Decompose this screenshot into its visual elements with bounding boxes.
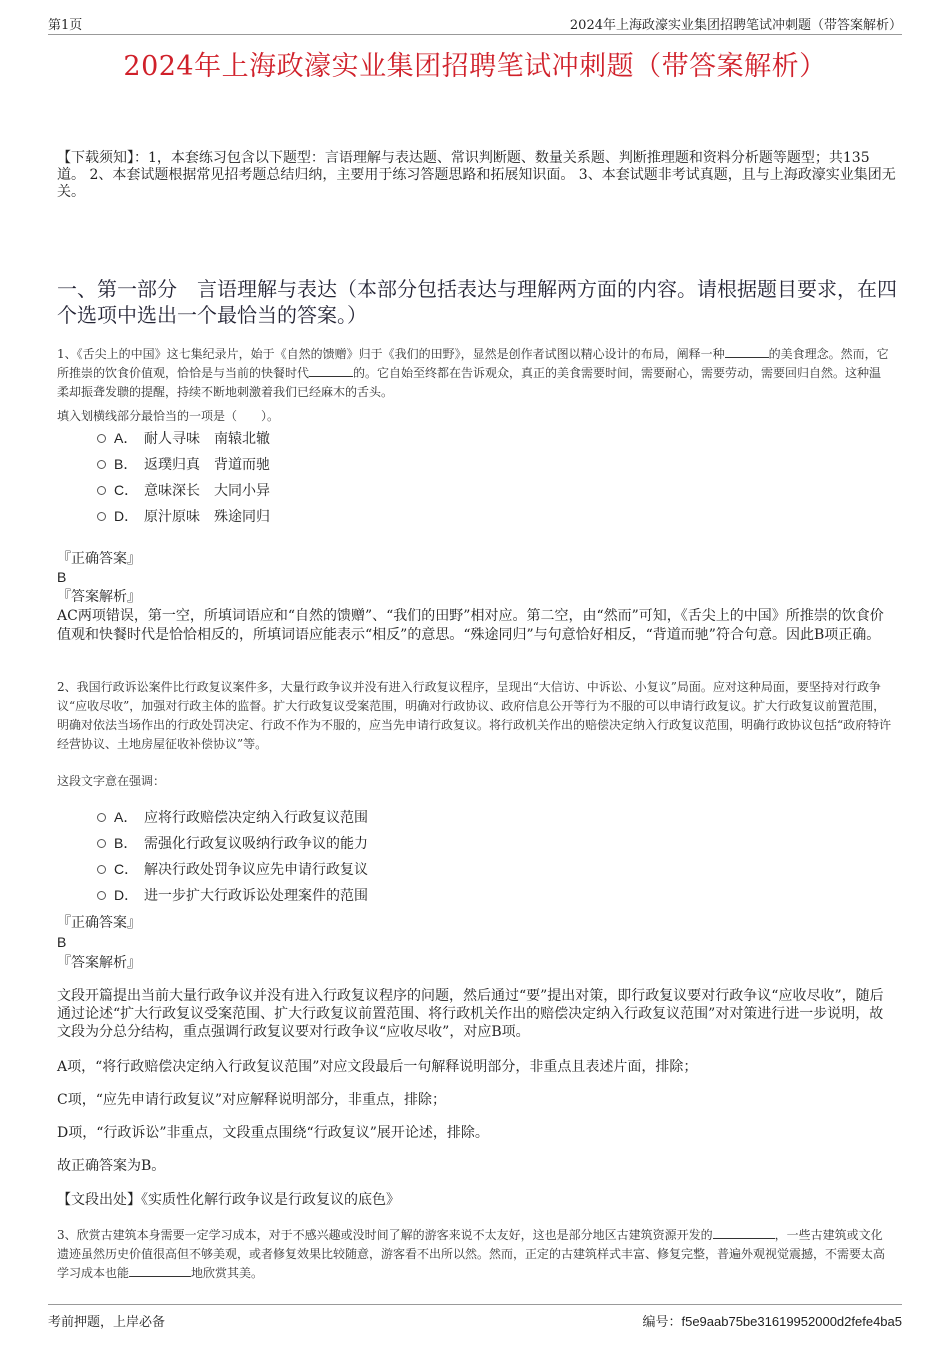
- question-2-options: [97, 804, 368, 908]
- option-c[interactable]: C． 解决行政处罚争议应先申请行政复议: [97, 856, 368, 882]
- page-footer: [48, 1304, 902, 1330]
- analysis-paragraph: C项，“应先申请行政复议”对应解释说明部分，非重点，排除；: [57, 1092, 447, 1108]
- passage-source: 【文段出处】《实质性化解行政争议是行政复议的底色》: [57, 1192, 400, 1208]
- page-title: 2024年上海政濠实业集团招聘笔试冲刺题（带答案解析）: [123, 51, 827, 82]
- question-1-stem: 1、《舌尖上的中国》这七集纪录片，始于《自然的馈赠》归于《我们的田野》，显然是创作者试图以精心设计的布局，阐释一种 的美食理念。然而，它所推崇的饮食价值观，恰恰是与当前的快餐时代 的。它自始至终都在告诉观众，真正的美食需要时间，需要耐心，需要劳动，需要回归自然。这种温柔却振聋发聩的提醒，持续不断地刺激着我们已经麻木的舌头。: [57, 347, 889, 399]
- answer-analysis: AC两项错误，第一空，所填词语应和“自然的馈赠”、“我们的田野”相对应。第二空，由“然而”可知，《舌尖上的中国》所推崇的饮食价值观和快餐时代是恰恰相反的，所填词语应能表示“相反”的意思。“殊途同归”与句意恰好相反，“背道而驰”符合句意。因此B项正确。: [57, 608, 884, 643]
- option-a[interactable]: A． 应将行政赔偿决定纳入行政复议范围: [97, 804, 368, 830]
- download-notice: 【下载须知】：1，本套练习包含以下题型：言语理解与表达题、常识判断题、数量关系题、判断推理题和资料分析题等题型；共135道。 2、本套试题根据常见招考题总结归纳，主要用于练习答题思路和拓展知识面。 3、本套试题非考试真题，且与上海政濠实业集团无关。: [57, 150, 896, 200]
- answer-blank: [713, 1226, 775, 1239]
- question-2-stem: 2、我国行政诉讼案件比行政复议案件多，大量行政争议并没有进入行政复议程序，呈现出“大信访、中诉讼、小复议”局面。应对这种局面，要坚持对行政争议“应收尽收”，加强对行政主体的监督。扩大行政复议受案范围，明确对行政协议、政府信息公开等行为不服的可以申请行政复议。扩大行政复议前置范围，明确对依法当场作出的行政处罚决定、行政不作为不服的，应当先申请行政复议。将行政机关作出的赔偿决定纳入行政复议范围，明确行政协议包括“政府特许经营协议、土地房屋征收补偿协议”等。: [57, 680, 892, 751]
- radio-icon[interactable]: [97, 865, 106, 874]
- analysis-paragraph: 故正确答案为B。: [57, 1158, 166, 1174]
- answer-blank: [309, 364, 353, 377]
- answer-label: 『正确答案』: [57, 551, 141, 567]
- answer-blank: [725, 345, 769, 358]
- analysis-paragraph: A项，“将行政赔偿决定纳入行政复议范围”对应文段最后一句解释说明部分，非重点且表述片面，排除；: [57, 1059, 698, 1075]
- option-c[interactable]: C． 意味深长 大同小异: [97, 477, 270, 503]
- correct-answer: B: [57, 934, 67, 950]
- footer-slogan: 考前押题，上岸必备: [48, 1315, 166, 1330]
- question-1-options: [97, 425, 270, 529]
- correct-answer: B: [57, 569, 67, 585]
- analysis-label: 『答案解析』: [57, 589, 141, 605]
- question-3-stem: 3、欣赏古建筑本身需要一定学习成本，对于不感兴趣或没时间了解的游客来说不太友好，这也是部分地区古建筑资源开发的 ，一些古建筑或文化遗迹虽然历史价值很高但不够美观，或者修复效果比较随意，游客看不出所以然。然而，正定的古建筑样式丰富、修复完整，普遍外观视觉震撼，不需要太高学习成本也能 地欣赏其美。: [57, 1228, 886, 1280]
- option-b[interactable]: B． 返璞归真 背道而驰: [97, 451, 270, 477]
- analysis-paragraph: D项，“行政诉讼”非重点，文段重点围绕“行政复议”展开论述，排除。: [57, 1125, 489, 1141]
- option-a[interactable]: A． 耐人寻味 南辕北辙: [97, 425, 270, 451]
- radio-icon[interactable]: [97, 486, 106, 495]
- radio-icon[interactable]: [97, 891, 106, 900]
- radio-icon[interactable]: [97, 460, 106, 469]
- radio-icon[interactable]: [97, 813, 106, 822]
- radio-icon[interactable]: [97, 512, 106, 521]
- header-doc-title: 2024年上海政濠实业集团招聘笔试冲刺题（带答案解析）: [569, 18, 902, 33]
- question-2-prompt: 这段文字意在强调：: [57, 774, 166, 788]
- analysis-label: 『答案解析』: [57, 955, 141, 971]
- doc-code: 编号：f5e9aab75be31619952000d2fefe4ba5: [642, 1314, 902, 1330]
- answer-label: 『正确答案』: [57, 915, 141, 931]
- section-title: 一、第一部分 言语理解与表达（本部分包括表达与理解两方面的内容。请根据题目要求，在四个选项中选出一个最恰当的答案。）: [57, 277, 897, 327]
- answer-blank: [129, 1264, 191, 1277]
- page-number: 第1页: [48, 18, 83, 33]
- radio-icon[interactable]: [97, 434, 106, 443]
- analysis-paragraph: 文段开篇提出当前大量行政争议并没有进入行政复议程序的问题，然后通过“要”提出对策，即行政复议要对行政争议“应收尽收”，随后通过论述“扩大行政复议受案范围、扩大行政复议前置范围、将行政机关作出的赔偿决定纳入行政复议范围”对对策进行进一步说明，故文段为分总分结构，重点强调行政复议要对行政争议“应收尽收”，对应B项。: [57, 988, 884, 1040]
- option-b[interactable]: B． 需强化行政复议吸纳行政争议的能力: [97, 830, 368, 856]
- question-1-prompt: 填入划横线部分最恰当的一项是（ ）。: [57, 409, 280, 423]
- radio-icon[interactable]: [97, 839, 106, 848]
- option-d[interactable]: D． 进一步扩大行政诉讼处理案件的范围: [97, 882, 368, 908]
- option-d[interactable]: D． 原汁原味 殊途同归: [97, 503, 270, 529]
- page-header: [48, 14, 902, 35]
